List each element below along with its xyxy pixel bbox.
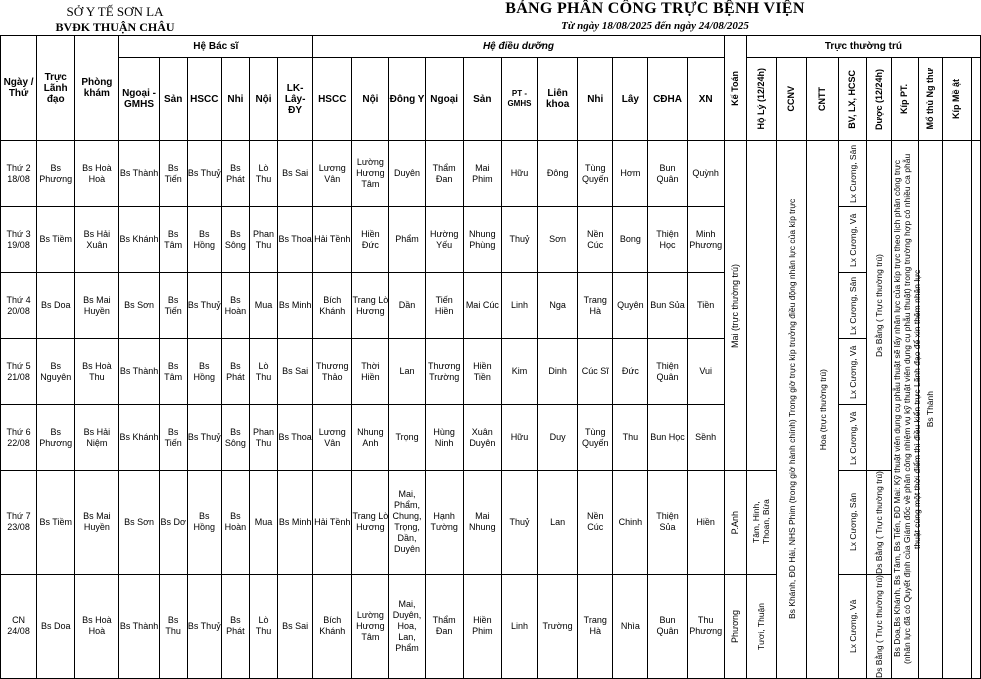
holy-cell (746, 141, 776, 471)
doctor-cell: Bs Minh (278, 471, 313, 575)
duoc-cell: Ds Bằng ( Trực thường trú) (867, 141, 892, 471)
nurse-cell: Trang Lò Hương (352, 471, 389, 575)
nurse-cell: Lan (389, 339, 425, 405)
nurse-cell: Lan (538, 471, 578, 575)
nurse-cell: Hiền (687, 471, 724, 575)
doctor-cell: Bs Tiến (159, 141, 187, 207)
doctor-cell: Bs Thu (159, 574, 187, 678)
doctor-cell: Lò Thu (249, 141, 277, 207)
leader-cell: Bs Tiềm (37, 471, 75, 575)
duoc-cell: Ds Bằng ( Trực thường trú) (867, 574, 892, 678)
nurse-cell: Vui (687, 339, 724, 405)
holy-cell: Tâm, Hinh, Thoan, Bừa (746, 471, 776, 575)
doctor-cell: Mua (249, 471, 277, 575)
doctor-cell: Bs Thuỷ (187, 574, 221, 678)
nurse-cell: Thiện Quân (648, 339, 687, 405)
nurse-cell: Duyên (389, 141, 425, 207)
nurse-cell: Nga (538, 273, 578, 339)
cntt-cell: Hoa (trực thường trú) (807, 141, 839, 679)
holy-cell: Tươi, Thuận (746, 574, 776, 678)
nurse-cell: Tiền (687, 273, 724, 339)
nurse-cell: Hiền Phim (463, 574, 501, 678)
nurse-cell: Bong (613, 207, 648, 273)
org-name: SỞ Y TẾ SƠN LA (66, 4, 164, 19)
nurse-cell: Minh Phương (687, 207, 724, 273)
col-resident: Dược (12/24h) (867, 58, 892, 141)
kip-pt-cell: Bs Doa,Bs Khánh, Bs Tâm, Bs Tiến, ĐD Mai: Kỹ thuật viên dụng cụ phẫu thuật sẽ lấy nhân lực của kíp trực theo lịch phân công trực (nhân lực đã có Quyết định của Giám đốc về phân công nhiệm vụ kỹ thuật viên dụng cụ phẫu thuật) trong trường hợp có nhiều ca phẫu thuật cùng một thời điểm thì điều kiển trực Lãnh đạo để xin thêm nhân lực (892, 141, 918, 679)
nurse-cell: Bích Khánh (313, 273, 352, 339)
col-doctor: Sản (159, 58, 187, 141)
nurse-cell: Cúc Sĩ (578, 339, 613, 405)
col-doctor: HSCC (187, 58, 221, 141)
nurse-cell: Quyên (613, 273, 648, 339)
table-row (1, 141, 981, 207)
doctor-cell: Bs Tâm (159, 339, 187, 405)
nurse-cell: Lường Hương Tâm (352, 141, 389, 207)
col-resident: Hộ Lý (12/24h) (746, 58, 776, 141)
doctor-cell: Bs Thoa (278, 207, 313, 273)
nurse-cell: Hải Tềnh (313, 207, 352, 273)
col-resident: BV, LX, HCSC (839, 58, 867, 141)
nurse-cell: Đức (613, 339, 648, 405)
nurse-cell: Trường (538, 574, 578, 678)
col-nurse: CĐHA (648, 58, 687, 141)
col-nurse: PT - GMHS (501, 58, 537, 141)
col-blank (971, 58, 980, 141)
hcsc-cell: Lx Cương, Sản (839, 471, 867, 575)
nurse-cell: Hạnh Tường (425, 471, 463, 575)
nurse-cell: Linh (501, 574, 537, 678)
doctor-cell: Bs Thuỷ (187, 273, 221, 339)
nurse-cell: Sơn (538, 207, 578, 273)
col-nurse: Sản (463, 58, 501, 141)
duoc-cell: Ds Bằng ( Trực thường trú) (867, 471, 892, 575)
ccnv-cell: Bs Khánh, ĐD Hải, NHS Phim (trong giờ hành chính) Trong giờ trực kíp trưởng điều động nhân lực của kíp trực (776, 141, 806, 679)
kip-me-cell (942, 141, 971, 679)
nurse-cell: Linh (501, 273, 537, 339)
nurse-cell: Mai Phim (463, 141, 501, 207)
doctor-cell: Bs Khánh (119, 405, 159, 471)
doctor-cell: Lò Thu (249, 574, 277, 678)
nurse-cell: Bun Học (648, 405, 687, 471)
nurse-cell: Trang Lò Hương (352, 273, 389, 339)
nurse-cell: Thẩm Đan (425, 574, 463, 678)
header-doctors: Hệ Bác sĩ (119, 36, 313, 58)
doctor-cell: Lò Thu (249, 339, 277, 405)
nurse-cell: Mai Cúc (463, 273, 501, 339)
nurse-cell: Hường Yếu (425, 207, 463, 273)
nurse-cell: Tiến Hiền (425, 273, 463, 339)
day-cell: CN 24/08 (1, 574, 37, 678)
doctor-cell: Bs Phát (221, 574, 249, 678)
hcsc-cell: Lx Cương, Sản (839, 141, 867, 207)
doctor-cell: Bs Minh (278, 273, 313, 339)
nurse-cell: Lương Vân (313, 141, 352, 207)
nurse-cell: Thu (613, 405, 648, 471)
nurse-cell: Kim (501, 339, 537, 405)
date-range: Từ ngày 18/08/2025 đến ngày 24/08/2025 (561, 20, 749, 32)
col-nurse: Lây (613, 58, 648, 141)
hcsc-cell: Lx Cương, Vả (839, 574, 867, 678)
accountant-cell: Phương (724, 574, 746, 678)
col-resident: Mổ thủ Ng thư (918, 58, 942, 141)
duty-schedule-table (0, 35, 981, 679)
clinic-cell: Bs Hoà Hoà (75, 574, 119, 678)
doctor-cell: Bs Thành (119, 141, 159, 207)
nurse-cell: Trang Hà (578, 574, 613, 678)
nurse-cell: Mai, Phẩm, Chung, Trọng, Dần, Duyên (389, 471, 425, 575)
doctor-cell: Bs Sai (278, 574, 313, 678)
doctor-cell: Bs Tiến (159, 273, 187, 339)
doctor-cell: Bs Hồng (187, 339, 221, 405)
col-doctor: Ngoại - GMHS (119, 58, 159, 141)
nurse-cell: Nền Cúc (578, 471, 613, 575)
nurse-cell: Thuỷ (501, 207, 537, 273)
header-day: Ngày / Thứ (1, 36, 37, 141)
doctor-cell: Phan Thu (249, 405, 277, 471)
col-resident: CNTT (807, 58, 839, 141)
col-nurse: Đông Y (389, 58, 425, 141)
doctor-cell: Bs Hồng (187, 207, 221, 273)
hcsc-cell: Lx Cương, Vả (839, 339, 867, 405)
nurse-cell: Hiền Đức (352, 207, 389, 273)
header-clinic: Phòng khám (75, 36, 119, 141)
accountant-cell: Mai (trực thường trú) (724, 141, 746, 471)
clinic-cell: Bs Hoà Hoà (75, 141, 119, 207)
clinic-cell: Bs Hải Xuân (75, 207, 119, 273)
day-cell: Thứ 3 19/08 (1, 207, 37, 273)
header-leader: Trực Lãnh đạo (37, 36, 75, 141)
nurse-cell: Tùng Quyến (578, 405, 613, 471)
nurse-cell: Chinh (613, 471, 648, 575)
nurse-cell: Thuỷ (501, 471, 537, 575)
doctor-cell: Bs Tiến (159, 405, 187, 471)
hcsc-cell: Lx Cương, Sản (839, 273, 867, 339)
nurse-cell: Hùng Ninh (425, 405, 463, 471)
nurse-cell: Bun Quân (648, 141, 687, 207)
hcsc-cell: Lx Cương, Vả (839, 207, 867, 273)
blank-cell (971, 141, 980, 679)
doctor-cell: Bs Sơn (119, 273, 159, 339)
header-accountant: Kế Toán (724, 36, 746, 141)
doctor-cell: Bs Hồng (187, 471, 221, 575)
nurse-cell: Xuân Duyên (463, 405, 501, 471)
col-resident: Kíp Mề ật (942, 58, 971, 141)
leader-cell: Bs Doa (37, 273, 75, 339)
nurse-cell: Dần (389, 273, 425, 339)
nurse-cell: Sềnh (687, 405, 724, 471)
col-doctor: LK-Lây-ĐY (278, 58, 313, 141)
nurse-cell: Bun Sủa (648, 273, 687, 339)
page-title: BẢNG PHÂN CÔNG TRỰC BỆNH VIỆN (505, 0, 805, 17)
leader-cell: Bs Nguyên (37, 339, 75, 405)
nurse-cell: Quỳnh (687, 141, 724, 207)
nurse-cell: Hải Tềnh (313, 471, 352, 575)
day-cell: Thứ 2 18/08 (1, 141, 37, 207)
doctor-cell: Bs Tâm (159, 207, 187, 273)
day-cell: Thứ 6 22/08 (1, 405, 37, 471)
nurse-cell: Mai Nhung (463, 471, 501, 575)
doctor-cell: Bs Thành (119, 574, 159, 678)
nurse-cell: Thương Trường (425, 339, 463, 405)
nurse-cell: Nhìa (613, 574, 648, 678)
doctor-cell: Bs Phát (221, 141, 249, 207)
nurse-cell: Bích Khánh (313, 574, 352, 678)
clinic-cell: Bs Mai Huyền (75, 471, 119, 575)
day-cell: Thứ 7 23/08 (1, 471, 37, 575)
nurse-cell: Hiền Tiền (463, 339, 501, 405)
doctor-cell: Bs Phát (221, 339, 249, 405)
col-nurse: HSCC (313, 58, 352, 141)
nurse-cell: Lương Vân (313, 405, 352, 471)
nurse-cell: Phẩm (389, 207, 425, 273)
col-resident: CCNV (776, 58, 806, 141)
header-nurses: Hệ điều dưỡng (313, 36, 725, 58)
col-doctor: Nội (249, 58, 277, 141)
doctor-cell: Bs Sông (221, 207, 249, 273)
nurse-cell: Trang Hà (578, 273, 613, 339)
nurse-cell: Tùng Quyến (578, 141, 613, 207)
hcsc-cell: Lx Cương, Vả (839, 405, 867, 471)
doctor-cell: Bs Hoàn (221, 273, 249, 339)
nurse-cell: Trọng (389, 405, 425, 471)
clinic-cell: Bs Hoà Thu (75, 339, 119, 405)
doctor-cell: Mua (249, 273, 277, 339)
nurse-cell: Thiện Sủa (648, 471, 687, 575)
leader-cell: Bs Phương (37, 141, 75, 207)
doctor-cell: Bs Thoa (278, 405, 313, 471)
mo-thu-cell: Bs Thành (918, 141, 942, 679)
col-nurse: Liên khoa (538, 58, 578, 141)
doctor-cell: Bs Thuỷ (187, 141, 221, 207)
leader-cell: Bs Tiềm (37, 207, 75, 273)
doctor-cell: Bs Sơn (119, 471, 159, 575)
col-nurse: XN (687, 58, 724, 141)
clinic-cell: Bs Mai Huyền (75, 273, 119, 339)
col-resident: Kíp PT. (892, 58, 918, 141)
doctor-cell: Bs Dơ (159, 471, 187, 575)
doctor-cell: Bs Sai (278, 141, 313, 207)
doctor-cell: Bs Khánh (119, 207, 159, 273)
nurse-cell: Đông (538, 141, 578, 207)
leader-cell: Bs Doa (37, 574, 75, 678)
doctor-cell: Phan Thu (249, 207, 277, 273)
nurse-cell: Hữu (501, 405, 537, 471)
doctor-cell: Bs Thuỷ (187, 405, 221, 471)
col-nurse: Nhi (578, 58, 613, 141)
nurse-cell: Thẩm Đan (425, 141, 463, 207)
doctor-cell: Bs Thành (119, 339, 159, 405)
nurse-cell: Hơm (613, 141, 648, 207)
nurse-cell: Nhung Anh (352, 405, 389, 471)
nurse-cell: Nhung Phùng (463, 207, 501, 273)
doctor-cell: Bs Sai (278, 339, 313, 405)
doctor-cell: Bs Hoàn (221, 471, 249, 575)
nurse-cell: Thu Phương (687, 574, 724, 678)
day-cell: Thứ 4 20/08 (1, 273, 37, 339)
nurse-cell: Bun Quân (648, 574, 687, 678)
nurse-cell: Hữu (501, 141, 537, 207)
nurse-cell: Thiện Học (648, 207, 687, 273)
nurse-cell: Thời Hiền (352, 339, 389, 405)
nurse-cell: Lường Hương Tâm (352, 574, 389, 678)
nurse-cell: Mai, Duyên, Hoa, Lan, Phẩm (389, 574, 425, 678)
col-nurse: Ngoại (425, 58, 463, 141)
col-nurse: Nội (352, 58, 389, 141)
nurse-cell: Nền Cúc (578, 207, 613, 273)
leader-cell: Bs Phương (37, 405, 75, 471)
col-doctor: Nhi (221, 58, 249, 141)
doctor-cell: Bs Sông (221, 405, 249, 471)
clinic-cell: Bs Hải Niệm (75, 405, 119, 471)
nurse-cell: Thương Thảo (313, 339, 352, 405)
nurse-cell: Duy (538, 405, 578, 471)
day-cell: Thứ 5 21/08 (1, 339, 37, 405)
nurse-cell: Dinh (538, 339, 578, 405)
accountant-cell: P.Anh (724, 471, 746, 575)
hospital-name: BVĐK THUẬN CHÂU (55, 20, 175, 34)
header-resident: Trực thường trú (746, 36, 980, 58)
